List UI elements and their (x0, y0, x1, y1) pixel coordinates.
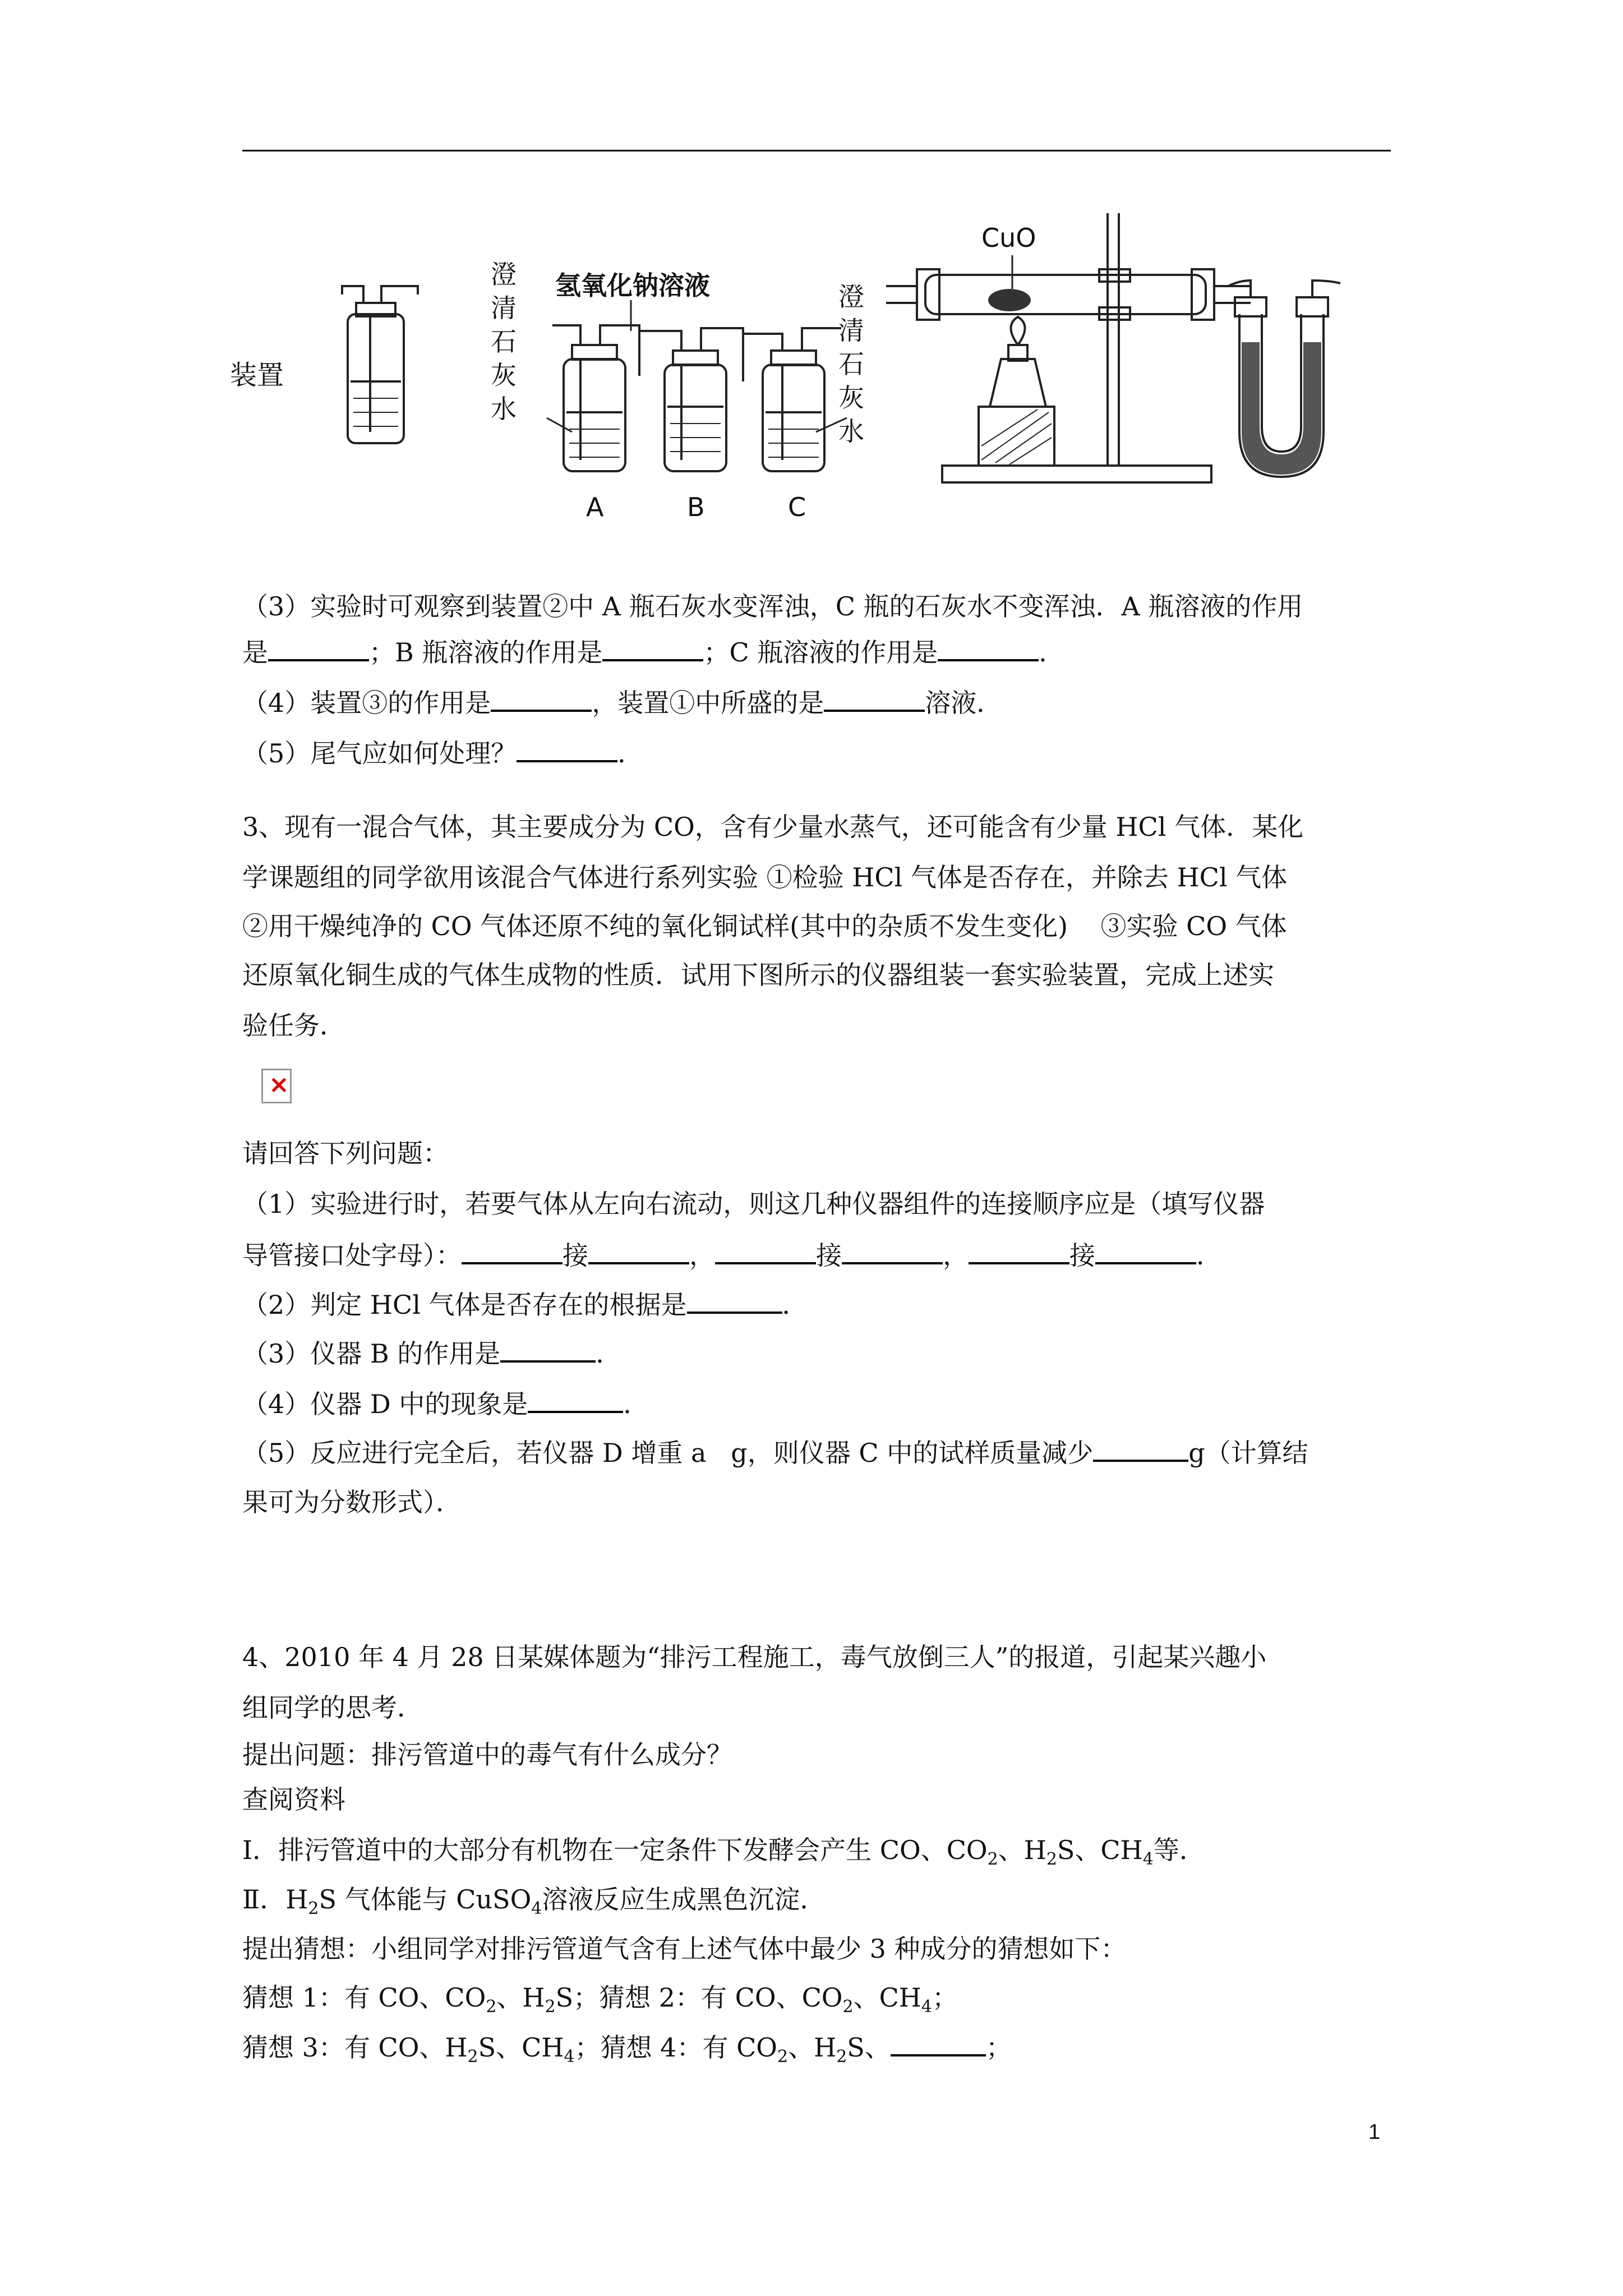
blank[interactable] (715, 1234, 816, 1264)
limewater-left-char-3: 石 (491, 326, 517, 357)
ring-stand (942, 213, 1211, 482)
q2-part3-line1: （3）实验时可观察到装置②中 A 瓶石灰水变浑浊，C 瓶的石灰水不变浑浊．A 瓶溶液的作用 (242, 591, 1303, 622)
blank[interactable] (938, 631, 1039, 661)
q3-line1: 3、现有一混合气体，其主要成分为 CO，含有少量水蒸气，还可能含有少量 HCl 气体．某化 (242, 812, 1304, 842)
blank[interactable] (517, 732, 617, 762)
page-number: 1 (1368, 2120, 1381, 2144)
q4-line6: Ⅱ．$H_2S$ 气体能与 CuSO$_4$溶液反应生成黑色沉淀． (242, 1884, 826, 1919)
blank[interactable] (602, 631, 703, 661)
cuo-label: CuO (981, 223, 1036, 253)
limewater-left-char-5: 水 (491, 394, 517, 424)
q2-part4: （4）装置③的作用是 ，装置①中所盛的是 溶液． (242, 682, 1002, 723)
apparatus-figure (213, 196, 1368, 533)
blank[interactable] (491, 682, 592, 712)
q4-line4: 查阅资料 (242, 1784, 345, 1815)
blank[interactable] (462, 1234, 562, 1264)
blank[interactable] (528, 1383, 623, 1413)
bottle-c (743, 328, 841, 471)
limewater-right-char-5: 水 (838, 416, 864, 447)
bottle-a-label: A (586, 492, 604, 522)
q3-part5-line2: 果可为分数形式）． (242, 1487, 462, 1517)
q3-ask: 请回答下列问题： (242, 1138, 449, 1168)
bottle-b-label: B (687, 492, 705, 522)
wash-bottle-1 (342, 286, 418, 443)
q4-line1: 4、2010 年 4 月 28 日某媒体题为“排污工程施工，毒气放倒三人”的报道，引起某兴趣小 (242, 1642, 1267, 1672)
combustion-tube (886, 269, 1251, 320)
blank[interactable] (1095, 1234, 1196, 1264)
q3-part3: （3）仪器 B 的作用是 ． (242, 1332, 621, 1374)
blank[interactable] (824, 682, 925, 712)
q3-line2: 学课题组的同学欲用该混合气体进行系列实验 ①检验 HCl 气体是否存在，并除去 HCl 气体 (242, 862, 1288, 892)
q3-part2: （2）判定 HCl 气体是否存在的根据是 ． (242, 1283, 808, 1325)
limewater-right-char-4: 灰 (838, 383, 864, 413)
limewater-left-char-1: 澄 (491, 259, 517, 289)
limewater-right-char-3: 石 (838, 349, 864, 379)
limewater-right-char-2: 清 (838, 315, 864, 346)
limewater-left-char-2: 清 (491, 293, 517, 323)
q2-part3-line2: 是 ；B 瓶溶液的作用是 ；C 瓶溶液的作用是 ． (242, 631, 1064, 673)
q4-line5: Ⅰ．排污管道中的大部分有机物在一定条件下发酵会产生 CO、$CO_2$、$H_2S$、$CH_4$等． (242, 1835, 1205, 1870)
blank[interactable] (1093, 1432, 1188, 1462)
device-label: 装置 (230, 360, 284, 391)
header-rule (242, 150, 1391, 151)
blank[interactable] (268, 631, 369, 661)
limewater-right-char-1: 澄 (838, 282, 864, 312)
u-tube (1228, 280, 1340, 477)
q3-part1-line1: （1）实验进行时，若要气体从左向右流动，则这几种仪器组件的连接顺序应是（填写仪器 (242, 1189, 1265, 1219)
bottle-b (639, 328, 743, 471)
alcohol-lamp (990, 317, 1046, 407)
blank[interactable] (500, 1332, 596, 1363)
blank[interactable] (891, 2026, 986, 2056)
q4-line2: 组同学的思考． (242, 1692, 423, 1723)
naoh-label: 氢氧化钠溶液 (555, 270, 710, 301)
bottle-a (552, 325, 639, 471)
bottle-c-label: C (788, 492, 806, 522)
blank[interactable] (588, 1234, 689, 1264)
q4-line9: 猜想 3：有 CO、$H_2S$、$CH_4$；猜想 4：有 $CO_2$、$H_2S$、 ； (242, 2026, 1012, 2077)
q3-line3: ②用干燥纯净的 CO 气体还原不纯的氧化铜试样(其中的杂质不发生变化) ③实验 CO 气体 (242, 911, 1287, 941)
q3-part4: （4）仪器 D 中的现象是 ． (242, 1383, 649, 1424)
q3-part5-line1: （5）反应进行完全后，若仪器 D 增重 a g，则仪器 C 中的试样质量减少 g（计算结 (242, 1432, 1308, 1473)
broken-image-icon: × (261, 1069, 292, 1103)
q3-part1-line2: 导管接口处字母）： 接 ， 接 ， 接 ． (242, 1234, 1222, 1276)
q4-line3: 提出问题：排污管道中的毒气有什么成分？ (242, 1740, 732, 1770)
q3-line5: 验任务． (242, 1010, 345, 1041)
q3-line4: 还原氧化铜生成的气体生成物的性质．试用下图所示的仪器组装一套实验装置，完成上述实 (242, 960, 1274, 990)
blank[interactable] (842, 1234, 943, 1264)
q4-line7: 提出猜想：小组同学对排污管道气含有上述气体中最少 3 种成分的猜想如下： (242, 1934, 1127, 1964)
limewater-left-char-4: 灰 (491, 360, 517, 390)
q2-part5: （5）尾气应如何处理？ ． (242, 732, 643, 774)
blank[interactable] (687, 1283, 782, 1314)
blank[interactable] (969, 1234, 1069, 1264)
q4-line8: 猜想 1：有 CO、$CO_2$、$H_2S$；猜想 2：有 CO、$CO_2$、$CH_4$； (242, 1982, 958, 2017)
